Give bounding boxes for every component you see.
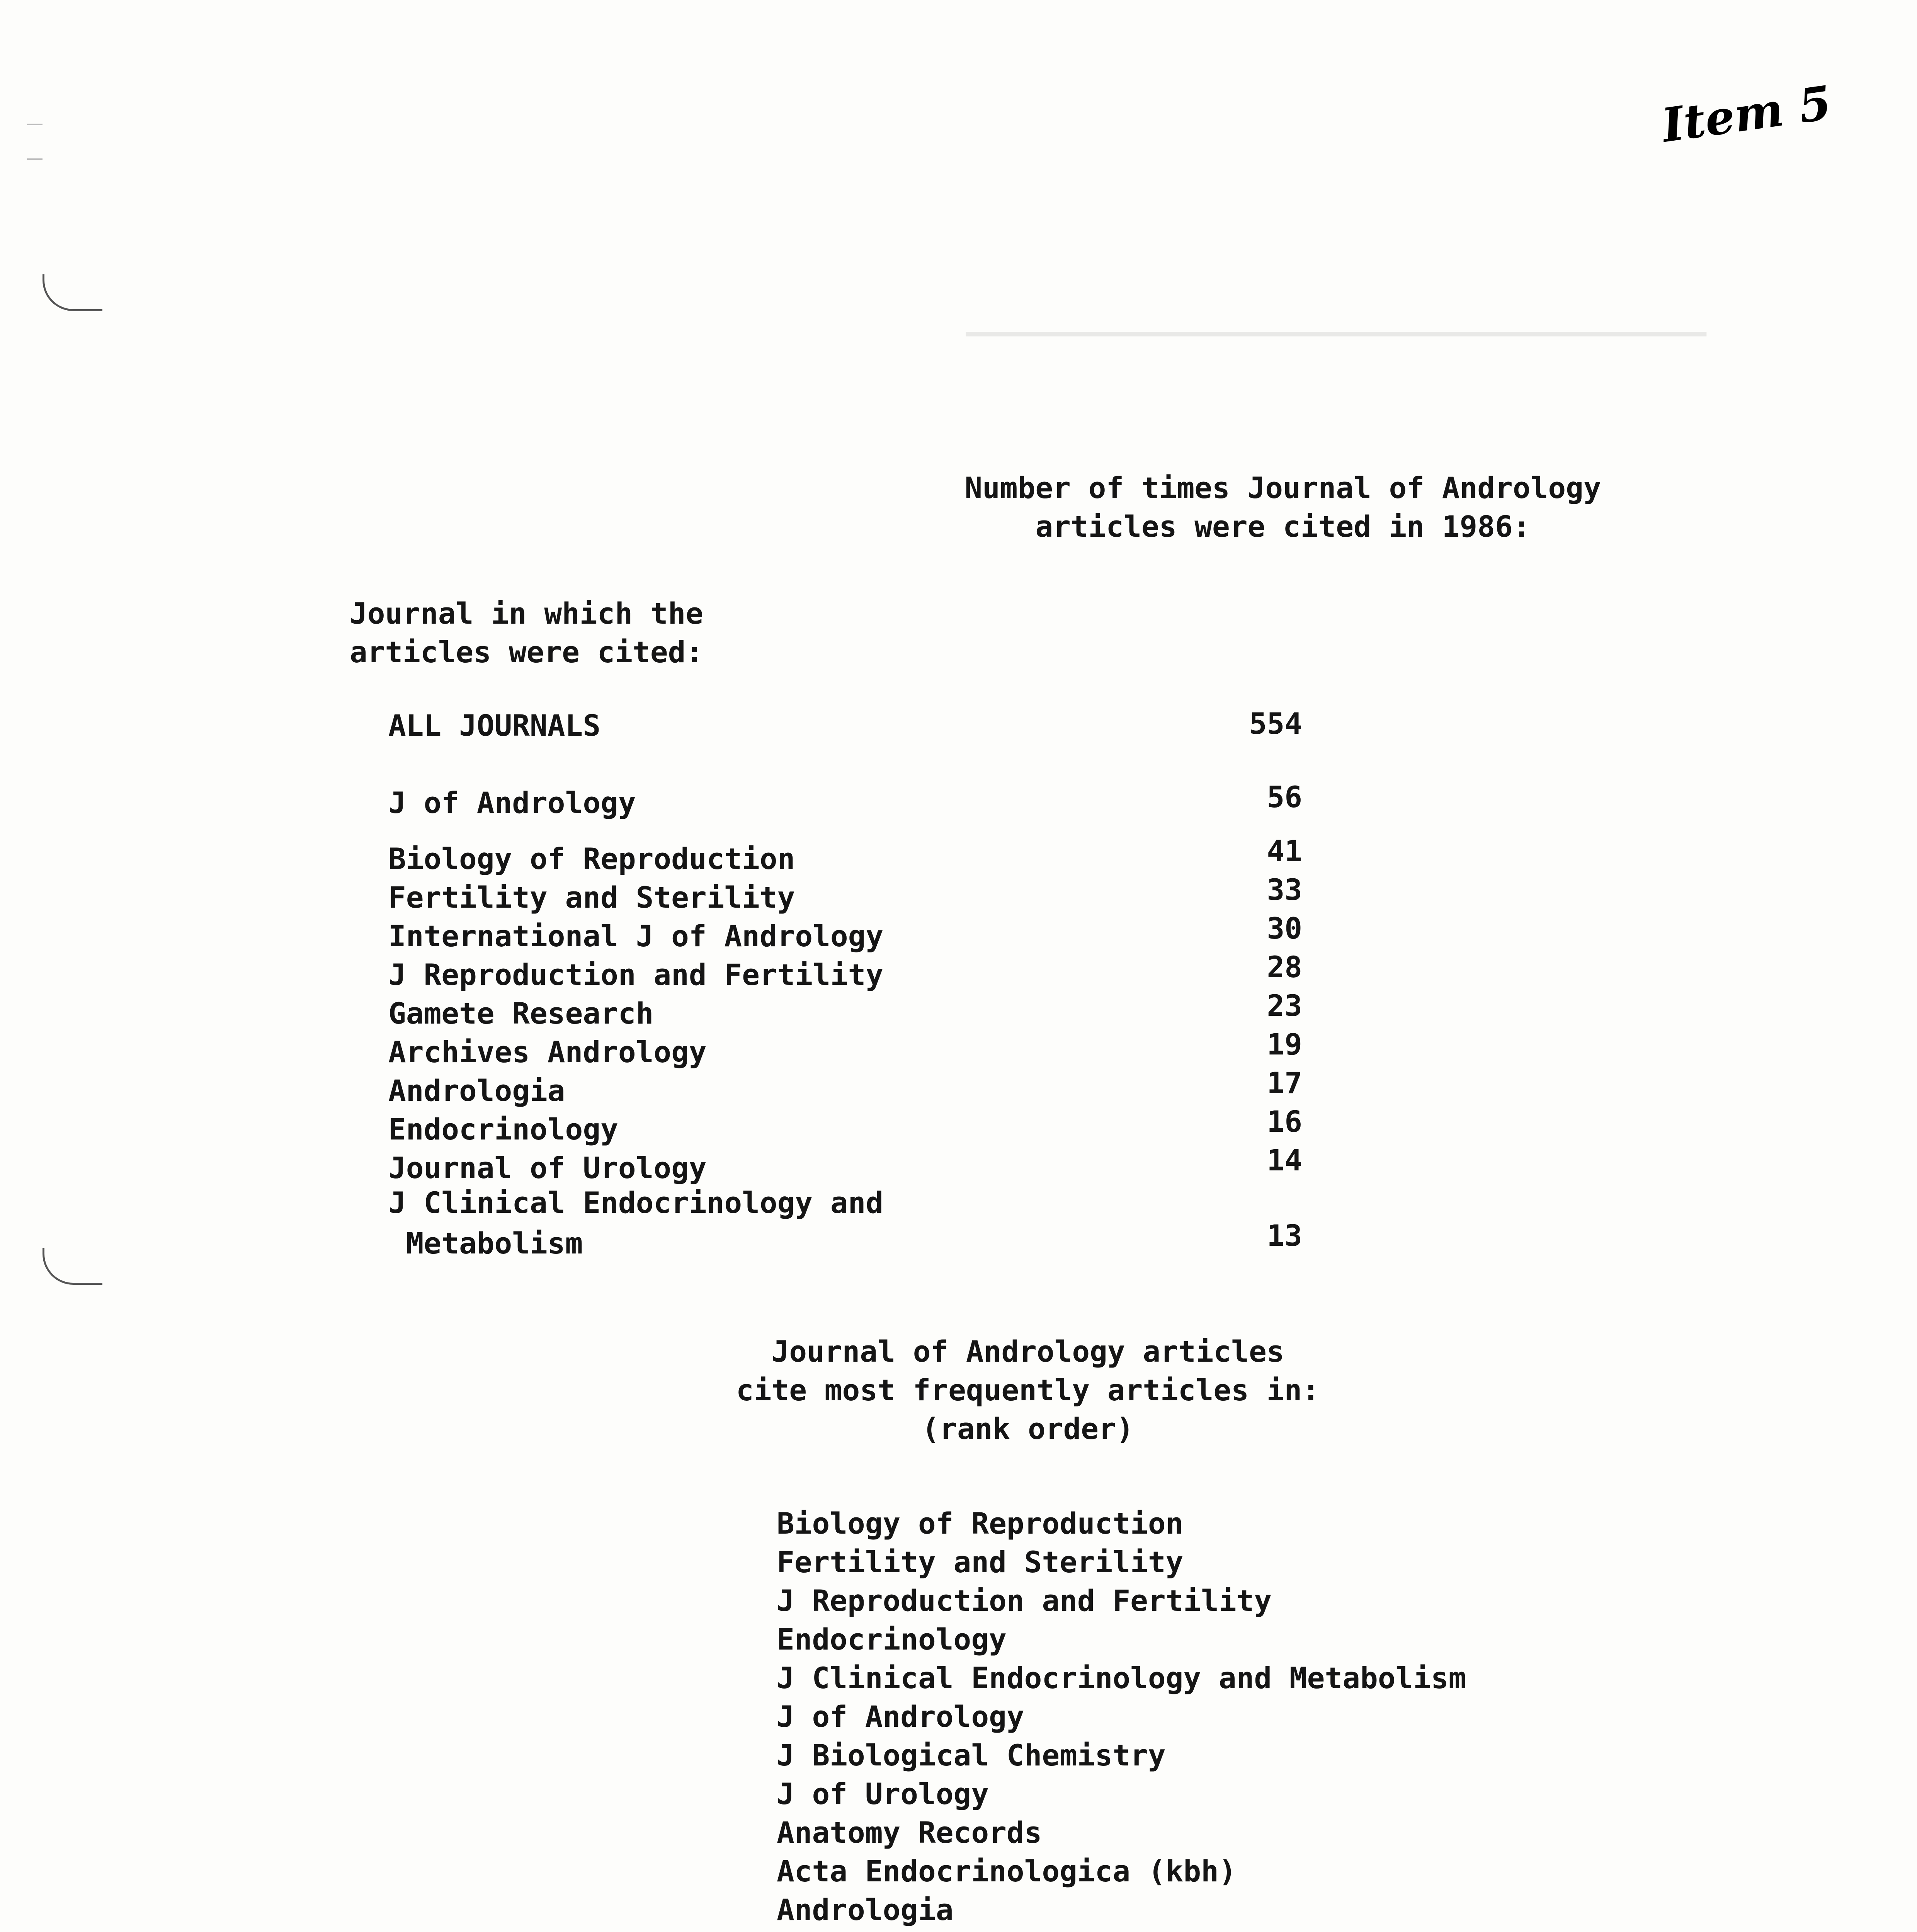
list-item: J of Urology (777, 1777, 989, 1811)
list-item: J Reproduction and Fertility (777, 1583, 1272, 1618)
journal-name: J Clinical Endocrinology and (388, 1185, 884, 1220)
times-cited-heading-line2: articles were cited in 1986: (1035, 509, 1531, 544)
citation-count: 23 (1267, 988, 1302, 1023)
journal-name: International J of Andrology (388, 919, 884, 953)
binder-hole-mark (43, 1248, 102, 1285)
citation-count: 41 (1267, 834, 1302, 868)
list-item: Anatomy Records (777, 1815, 1042, 1850)
citation-count: 17 (1267, 1066, 1302, 1100)
frequently-cited-heading-line1: Journal of Andrology articles (771, 1334, 1284, 1369)
list-item: Acta Endocrinologica (kbh) (777, 1854, 1237, 1888)
citation-count: 56 (1267, 780, 1302, 814)
margin-tick (27, 158, 43, 160)
journal-name: Journal of Urology (388, 1151, 707, 1185)
frequently-cited-heading-line2: cite most frequently articles in: (736, 1373, 1320, 1407)
list-item: Biology of Reproduction (777, 1506, 1184, 1541)
margin-tick (27, 124, 43, 125)
journal-name: ALL JOURNALS (388, 708, 601, 743)
journal-name: Endocrinology (388, 1112, 618, 1146)
journal-name: J of Andrology (388, 786, 636, 820)
list-item: J Biological Chemistry (777, 1738, 1166, 1772)
citation-count: 14 (1267, 1143, 1302, 1177)
citation-count: 33 (1267, 872, 1302, 907)
list-item: Andrologia (777, 1893, 954, 1927)
journal-name: Archives Andrology (388, 1035, 707, 1069)
handwritten-annotation: Item 5 (1658, 75, 1835, 153)
journal-heading-line2: articles were cited: (350, 635, 704, 669)
list-item: Fertility and Sterility (777, 1545, 1184, 1579)
citation-count: 30 (1267, 911, 1302, 946)
journal-name: Fertility and Sterility (388, 880, 795, 915)
journal-name: Andrologia (388, 1073, 565, 1108)
citation-count: 28 (1267, 950, 1302, 984)
journal-name: J Reproduction and Fertility (388, 957, 884, 992)
citation-count: 19 (1267, 1027, 1302, 1061)
citation-count: 554 (1249, 706, 1302, 741)
journal-name: Gamete Research (388, 996, 654, 1031)
journal-name: Metabolism (388, 1226, 583, 1260)
frequently-cited-heading-line3: (rank order) (922, 1412, 1134, 1446)
list-item: J of Andrology (777, 1699, 1024, 1734)
citation-count: 13 (1267, 1218, 1302, 1253)
binder-hole-mark (43, 274, 102, 311)
journal-name: Biology of Reproduction (388, 842, 795, 876)
times-cited-heading-line1: Number of times Journal of Andrology (964, 471, 1601, 505)
citation-count: 16 (1267, 1104, 1302, 1139)
list-item: Endocrinology (777, 1622, 1007, 1656)
journal-heading-line1: Journal in which the (350, 596, 704, 631)
list-item: J Clinical Endocrinology and Metabolism (777, 1661, 1466, 1695)
